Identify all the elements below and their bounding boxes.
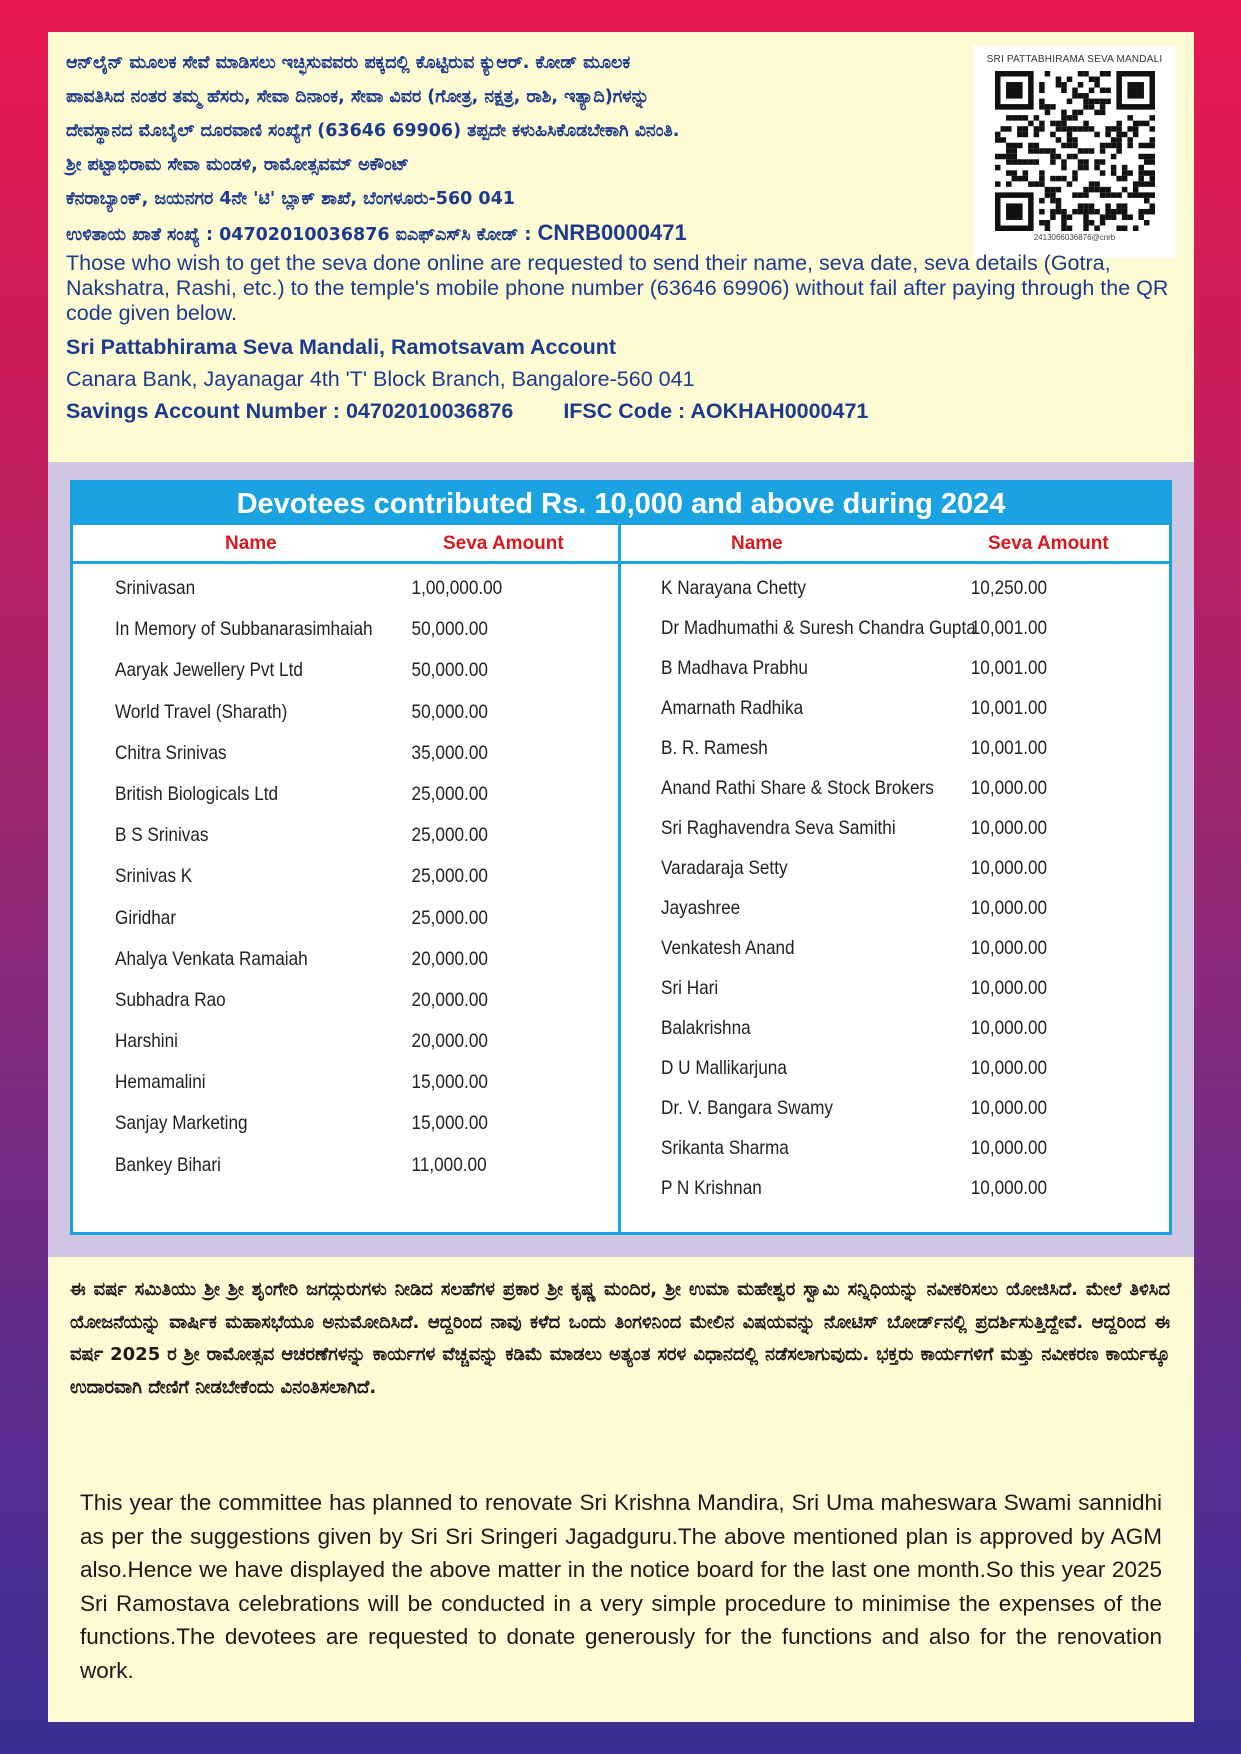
notice-panel [48, 32, 1194, 1722]
contributor-row [661, 1137, 1048, 1177]
contributor-row [661, 577, 1048, 617]
contributor-name: B. R. Ramesh [661, 737, 768, 759]
english-instructions: Those who wish to get the seva done online are requested to send their name, seva date, seva details (Gotra, Nakshatra, Rashi, etc.) to the temple's mobile phone number (63646 69906) without fail after paying through the QR code given below. [66, 251, 1169, 325]
contributor-amount: 10,000.00 [970, 1017, 1048, 1039]
contributor-row [115, 1071, 488, 1112]
contributor-row [661, 1057, 1048, 1097]
contributor-amount: 10,000.00 [970, 1057, 1048, 1079]
contributor-row [115, 618, 488, 659]
contributor-amount: 35,000.00 [411, 741, 488, 764]
contributor-name: Balakrishna [661, 1017, 751, 1039]
contributor-amount: 10,001.00 [970, 697, 1048, 719]
contributor-row [661, 1177, 1048, 1217]
contributor-amount: 20,000.00 [411, 1030, 488, 1053]
account-name: Sri Pattabhirama Seva Mandali, Ramotsavam Account [66, 335, 617, 359]
kannada-footer: ಈ ವರ್ಷ ಸಮಿತಿಯು ಶ್ರೀ ಶ್ರೀ ಶೃಂಗೇರಿ ಜಗದ್ಗುರುಗಳು ನೀಡಿದ ಸಲಹೆಗಳ ಪ್ರಕಾರ ಶ್ರೀ ಕೃಷ್ಣ ಮಂದಿರ, ಶ್ರೀ ಉಮಾ ಮಹೇಶ್ವರ ಸ್ವಾಮಿ ಸನ್ನಿಧಿಯನ್ನು ನವೀಕರಿಸಲು ಯೋಜಿಸಿದೆ. ಮೇಲೆ ತಿಳಿಸಿದ ಯೋಜನೆಯನ್ನು ವಾರ್ಷಿಕ ಮಹಾಸಭೆಯೂ ಅನುಮೋದಿಸಿದೆ. ಆದ್ದರಿಂದ ನಾವು ಕಳೆದ ಒಂದು ತಿಂಗಳಿನಿಂದ ಮೇಲಿನ ವಿಷಯವನ್ನು ನೋಟಿಸ್ ಬೋರ್ಡ್‌ನಲ್ಲಿ ಪ್ರದರ್ಶಿಸುತ್ತಿದ್ದೇವೆ. ಆದ್ದರಿಂದ ಈ ವರ್ಷ 2025 ರ ಶ್ರೀ ರಾಮೋತ್ಸವ ಆಚರಣೆಗಳನ್ನು ಕಾರ್ಯಗಳ ವೆಚ್ಚವನ್ನು ಕಡಿಮೆ ಮಾಡಲು ಅತ್ಯಂತ ಸರಳ ವಿಧಾನದಲ್ಲಿ ನಡೆಸಲಾಗುವುದು. ಭಕ್ತರು ಕಾರ್ಯಗಳಿಗೆ ಮತ್ತು ನವೀಕರಣ ಕಾರ್ಯಕ್ಕೂ ಉದಾರವಾಗಿ ದೇಣಿಗೆ ನೀಡಬೇಕೆಂದು ವಿನಂತಿಸಲಾಗಿದೆ. [70, 1279, 1170, 1398]
contributor-row [115, 1030, 488, 1071]
contributor-amount: 50,000.00 [411, 659, 488, 682]
contributor-row [661, 977, 1048, 1017]
kannada-line: ದೇವಸ್ಥಾನದ ಮೊಬೈಲ್ ದೂರವಾಣಿ ಸಂಖ್ಯೆಗೆ (63646 69906) ತಪ್ಪದೇ ಕಳುಹಿಸಿಕೊಡಬೇಕಾಗಿ ವಿನಂತಿ. [66, 121, 680, 141]
contributor-amount: 10,000.00 [970, 777, 1048, 799]
contributor-name: Harshini [115, 1030, 178, 1053]
contributor-amount: 10,000.00 [970, 937, 1048, 959]
contributor-amount: 25,000.00 [411, 782, 488, 805]
contributor-name: Aaryak Jewellery Pvt Ltd [115, 659, 303, 682]
contributor-name: B S Srinivas [115, 824, 209, 847]
contributor-name: B Madhava Prabhu [661, 657, 808, 679]
kannada-ifsc-value: CNRB0000471 [537, 220, 687, 245]
ifsc-code: IFSC Code : AOKHAH0000471 [563, 399, 869, 423]
contributor-amount: 20,000.00 [411, 947, 488, 970]
contributor-row [115, 988, 488, 1030]
qr-title: SRI PATTABHIRAMA SEVA MANDALI [986, 54, 1163, 65]
right-amount-header: Seva Amount [988, 533, 1109, 554]
qr-code-icon [995, 71, 1155, 231]
contributor-row [115, 741, 488, 783]
contributor-amount: 10,000.00 [970, 1137, 1048, 1159]
kannada-account-text: ಉಳಿತಾಯ ಖಾತೆ ಸಂಖ್ಯೆ : 04702010036876 ಐಎಫ್‌ಎಸ್‌ಸಿ ಕೋಡ್ : [66, 225, 532, 245]
contributor-amount: 25,000.00 [411, 865, 488, 888]
contributor-row [661, 657, 1048, 697]
column-divider [618, 525, 621, 1235]
contributions-section [48, 462, 1194, 1257]
contributor-name: Ahalya Venkata Ramaiah [115, 947, 308, 970]
contributor-amount: 15,000.00 [411, 1071, 488, 1094]
contributor-amount: 15,000.00 [411, 1112, 488, 1135]
contributor-name: Srinivas K [115, 865, 193, 888]
header-divider [73, 561, 1169, 564]
contributor-row [115, 906, 488, 948]
contributor-name: Srinivasan [115, 577, 196, 599]
right-name-header: Name [731, 533, 783, 554]
contributor-row [661, 617, 1048, 657]
contributions-title: Devotees contributed Rs. 10,000 and above during 2024 [73, 483, 1169, 525]
contributor-row [661, 777, 1048, 817]
contributor-amount: 10,001.00 [970, 737, 1048, 759]
kannada-line: ಪಾವತಿಸಿದ ನಂತರ ತಮ್ಮ ಹೆಸರು, ಸೇವಾ ದಿನಾಂಕ, ಸೇವಾ ವಿವರ (ಗೋತ್ರ, ನಕ್ಷತ್ರ, ರಾಶಿ, ಇತ್ಯಾದಿ)ಗಳನ್ನು [66, 87, 650, 107]
contributor-name: Dr Madhumathi & Suresh Chandra Gupta [661, 617, 976, 639]
contributor-name: D U Mallikarjuna [661, 1057, 787, 1079]
savings-account: Savings Account Number : 04702010036876 [66, 399, 514, 423]
contributor-row [661, 857, 1048, 897]
left-name-header: Name [225, 533, 277, 554]
contributor-name: Giridhar [115, 906, 177, 929]
contributor-row [661, 1017, 1048, 1057]
contributor-amount: 1,00,000.00 [411, 577, 503, 599]
contributor-name: Jayashree [661, 897, 741, 919]
qr-box [973, 46, 1176, 258]
account-details [66, 395, 1176, 427]
kannada-line: ಆನ್‌ಲೈನ್ ಮೂಲಕ ಸೇವೆ ಮಾಡಿಸಲು ಇಚ್ಛಿಸುವವರು ಪಕ್ಕದಲ್ಲಿ ಕೊಟ್ಟಿರುವ ಕ್ಯುಆರ್. ಕೋಡ್ ಮೂಲಕ [66, 53, 631, 73]
kannada-header [66, 46, 946, 252]
contributor-name: Subhadra Rao [115, 988, 226, 1011]
contributor-row [661, 897, 1048, 937]
contributor-name: Sri Hari [661, 977, 719, 999]
contributor-amount: 10,001.00 [970, 617, 1048, 639]
left-amount-header: Seva Amount [443, 533, 564, 554]
kannada-account-line [66, 216, 946, 252]
english-header [66, 251, 1176, 427]
contributor-row [115, 824, 488, 865]
contributor-amount: 50,000.00 [411, 618, 488, 641]
contributor-row [115, 947, 488, 989]
contributor-name: Bankey Bihari [115, 1153, 221, 1176]
contributor-row [661, 1097, 1048, 1137]
contributor-amount: 20,000.00 [411, 988, 488, 1011]
contributor-row [661, 737, 1048, 777]
contributor-name: Srikanta Sharma [661, 1137, 789, 1159]
contributor-row [115, 700, 488, 742]
contributor-amount: 50,000.00 [411, 700, 488, 723]
contributor-name: British Biologicals Ltd [115, 782, 279, 805]
contributor-name: Hemamalini [115, 1071, 206, 1094]
bank-branch: Canara Bank, Jayanagar 4th 'T' Block Branch, Bangalore-560 041 [66, 367, 695, 391]
contributor-row [115, 1112, 488, 1153]
contributor-amount: 10,000.00 [970, 857, 1048, 879]
contributor-name: World Travel (Sharath) [115, 700, 288, 723]
contributor-row [115, 865, 488, 906]
contributor-name: Varadaraja Setty [661, 857, 788, 879]
contributor-amount: 10,000.00 [970, 977, 1048, 999]
contributor-amount: 10,000.00 [970, 817, 1048, 839]
contributor-name: Venkatesh Anand [661, 937, 795, 959]
contributor-row [115, 782, 488, 824]
qr-id: 2413066036876@cnrb [1033, 233, 1116, 242]
contributor-name: K Narayana Chetty [661, 577, 806, 599]
contributor-name: P N Krishnan [661, 1177, 762, 1199]
left-contributor-list [115, 577, 503, 1195]
contributor-amount: 10,000.00 [970, 897, 1048, 919]
english-footer: This year the committee has planned to renovate Sri Krishna Mandira, Sri Uma maheswara Swami sannidhi as per the suggestions given by Sri Sri Sringeri Jagadguru.The above mentioned plan is approved by AGM also.Hence we have displayed the above matter in the notice board for the last one month.So this year 2025 Sri Ramostava celebrations will be conducted in a very simple procedure to minimise the expenses of the functions.The devotees are requested to donate generously for the functions and also for the renovation work. [80, 1490, 1162, 1683]
contributor-amount: 11,000.00 [411, 1153, 487, 1176]
contributor-name: Anand Rathi Share & Stock Brokers [661, 777, 934, 799]
contributions-table [70, 480, 1172, 1235]
contributor-amount: 25,000.00 [411, 906, 488, 929]
contributor-row [115, 659, 488, 700]
contributor-amount: 10,000.00 [970, 1177, 1048, 1199]
contributor-row [661, 937, 1048, 977]
contributor-row [115, 577, 503, 618]
contributor-amount: 10,250.00 [970, 577, 1048, 599]
contributor-row [661, 697, 1048, 737]
contributor-amount: 10,000.00 [970, 1097, 1048, 1119]
contributor-name: Amarnath Radhika [661, 697, 804, 719]
contributor-name: Chitra Srinivas [115, 741, 227, 764]
contributor-name: Sanjay Marketing [115, 1112, 248, 1135]
contributor-amount: 10,001.00 [970, 657, 1048, 679]
contributor-name: In Memory of Subbanarasimhaiah [115, 618, 373, 641]
kannada-line: ಶ್ರೀ ಪಟ್ಟಾಭಿರಾಮ ಸೇವಾ ಮಂಡಳಿ, ರಾಮೋತ್ಸವಮ್ ಅಕೌಂಟ್ [66, 155, 409, 175]
contributor-name: Sri Raghavendra Seva Samithi [661, 817, 896, 839]
contributor-name: Dr. V. Bangara Swamy [661, 1097, 834, 1119]
contributor-amount: 25,000.00 [411, 824, 488, 847]
right-contributor-list [661, 577, 1048, 1217]
contributor-row [115, 1153, 487, 1195]
contributor-row [661, 817, 1048, 857]
kannada-line: ಕೆನರಾಬ್ಯಾಂಕ್, ಜಯನಗರ 4ನೇ 'ಟಿ' ಬ್ಲಾಕ್ ಶಾಖೆ, ಬೆಂಗಳೂರು-560 041 [66, 189, 515, 209]
